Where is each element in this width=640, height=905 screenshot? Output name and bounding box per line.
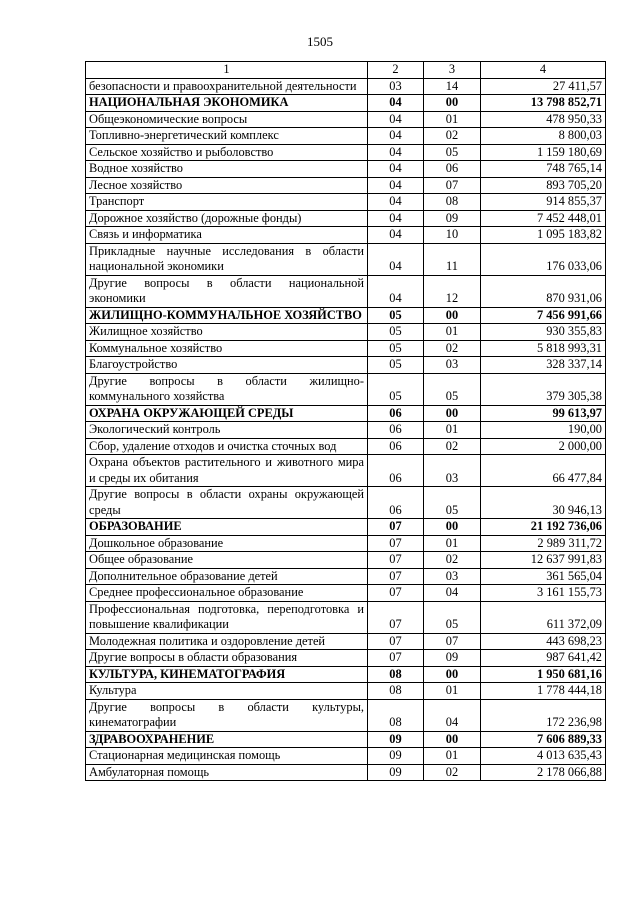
- row-subsection-code: 02: [424, 128, 481, 145]
- row-subsection-code: 03: [424, 568, 481, 585]
- row-subsection-code: 05: [424, 487, 481, 519]
- table-row: [86, 243, 606, 275]
- row-section-code: 04: [368, 243, 424, 275]
- row-name: Коммунальное хозяйство: [86, 340, 368, 357]
- table-row: [86, 405, 606, 422]
- row-amount: 611 372,09: [481, 601, 606, 633]
- row-section-code: 07: [368, 585, 424, 602]
- row-subsection-code: 03: [424, 357, 481, 374]
- row-amount: 99 613,97: [481, 405, 606, 422]
- table-row: [86, 144, 606, 161]
- row-name: Дополнительное образование детей: [86, 568, 368, 585]
- row-section-code: 08: [368, 699, 424, 731]
- row-subsection-code: 08: [424, 194, 481, 211]
- row-subsection-code: 04: [424, 699, 481, 731]
- row-amount: 987 641,42: [481, 650, 606, 667]
- row-amount: 4 013 635,43: [481, 748, 606, 765]
- table-row: [86, 95, 606, 112]
- row-subsection-code: 01: [424, 422, 481, 439]
- row-name: Благоустройство: [86, 357, 368, 374]
- header-col-1: 1: [86, 62, 368, 79]
- table-row: [86, 764, 606, 781]
- row-name: ОБРАЗОВАНИЕ: [86, 519, 368, 536]
- table-row: [86, 422, 606, 439]
- row-section-code: 07: [368, 650, 424, 667]
- header-col-4: 4: [481, 62, 606, 79]
- row-subsection-code: 00: [424, 307, 481, 324]
- row-subsection-code: 02: [424, 552, 481, 569]
- row-subsection-code: 00: [424, 666, 481, 683]
- row-subsection-code: 09: [424, 210, 481, 227]
- row-section-code: 09: [368, 748, 424, 765]
- row-subsection-code: 01: [424, 535, 481, 552]
- row-amount: 443 698,23: [481, 633, 606, 650]
- row-name: безопасности и правоохранительной деятельности: [86, 78, 368, 95]
- row-amount: 7 456 991,66: [481, 307, 606, 324]
- row-section-code: 05: [368, 357, 424, 374]
- table-row: [86, 438, 606, 455]
- row-amount: 7 452 448,01: [481, 210, 606, 227]
- row-subsection-code: 09: [424, 650, 481, 667]
- table-body: [86, 78, 606, 781]
- header-col-3: 3: [424, 62, 481, 79]
- row-section-code: 04: [368, 95, 424, 112]
- row-name: Профессиональная подготовка, переподготовка и повышение квалификации: [86, 601, 368, 633]
- row-name: КУЛЬТУРА, КИНЕМАТОГРАФИЯ: [86, 666, 368, 683]
- row-name: Охрана объектов растительного и животного мира и среды их обитания: [86, 455, 368, 487]
- row-amount: 2 000,00: [481, 438, 606, 455]
- row-section-code: 05: [368, 324, 424, 341]
- budget-table: [85, 61, 606, 781]
- row-section-code: 04: [368, 128, 424, 145]
- row-amount: 3 161 155,73: [481, 585, 606, 602]
- row-name: Общее образование: [86, 552, 368, 569]
- row-amount: 176 033,06: [481, 243, 606, 275]
- table-row: [86, 324, 606, 341]
- row-amount: 172 236,98: [481, 699, 606, 731]
- row-amount: 870 931,06: [481, 275, 606, 307]
- table-row: [86, 683, 606, 700]
- row-name: Стационарная медицинская помощь: [86, 748, 368, 765]
- row-amount: 21 192 736,06: [481, 519, 606, 536]
- table-row: [86, 194, 606, 211]
- table-row: [86, 210, 606, 227]
- row-subsection-code: 02: [424, 764, 481, 781]
- row-name: Амбулаторная помощь: [86, 764, 368, 781]
- row-subsection-code: 00: [424, 405, 481, 422]
- table-row: [86, 666, 606, 683]
- row-amount: 2 178 066,88: [481, 764, 606, 781]
- row-amount: 30 946,13: [481, 487, 606, 519]
- row-section-code: 07: [368, 519, 424, 536]
- row-section-code: 08: [368, 666, 424, 683]
- row-name: Экологический контроль: [86, 422, 368, 439]
- row-section-code: 07: [368, 633, 424, 650]
- row-name: Водное хозяйство: [86, 161, 368, 178]
- row-section-code: 06: [368, 438, 424, 455]
- row-subsection-code: 04: [424, 585, 481, 602]
- row-section-code: 05: [368, 307, 424, 324]
- row-section-code: 05: [368, 373, 424, 405]
- row-name: Другие вопросы в области национальной экономики: [86, 275, 368, 307]
- row-subsection-code: 01: [424, 111, 481, 128]
- row-section-code: 03: [368, 78, 424, 95]
- row-subsection-code: 06: [424, 161, 481, 178]
- row-name: Молодежная политика и оздоровление детей: [86, 633, 368, 650]
- row-subsection-code: 00: [424, 731, 481, 748]
- table-row: [86, 227, 606, 244]
- row-name: Сельское хозяйство и рыболовство: [86, 144, 368, 161]
- row-name: ОХРАНА ОКРУЖАЮЩЕЙ СРЕДЫ: [86, 405, 368, 422]
- row-amount: 361 565,04: [481, 568, 606, 585]
- row-subsection-code: 14: [424, 78, 481, 95]
- row-amount: 893 705,20: [481, 177, 606, 194]
- table-row: [86, 455, 606, 487]
- row-subsection-code: 00: [424, 519, 481, 536]
- row-amount: 1 159 180,69: [481, 144, 606, 161]
- row-amount: 1 950 681,16: [481, 666, 606, 683]
- row-subsection-code: 05: [424, 601, 481, 633]
- row-name: Связь и информатика: [86, 227, 368, 244]
- row-subsection-code: 05: [424, 144, 481, 161]
- row-section-code: 06: [368, 455, 424, 487]
- row-amount: 8 800,03: [481, 128, 606, 145]
- table-header-row: [86, 62, 606, 79]
- row-name: Жилищное хозяйство: [86, 324, 368, 341]
- row-section-code: 04: [368, 210, 424, 227]
- row-section-code: 07: [368, 568, 424, 585]
- row-name: ЗДРАВООХРАНЕНИЕ: [86, 731, 368, 748]
- row-name: Общеэкономические вопросы: [86, 111, 368, 128]
- row-subsection-code: 02: [424, 438, 481, 455]
- row-amount: 328 337,14: [481, 357, 606, 374]
- row-name: ЖИЛИЩНО-КОММУНАЛЬНОЕ ХОЗЯЙСТВО: [86, 307, 368, 324]
- row-amount: 12 637 991,83: [481, 552, 606, 569]
- table-row: [86, 552, 606, 569]
- row-section-code: 06: [368, 405, 424, 422]
- row-name: Дошкольное образование: [86, 535, 368, 552]
- row-name: Топливно-энергетический комплекс: [86, 128, 368, 145]
- table-row: [86, 519, 606, 536]
- table-row: [86, 585, 606, 602]
- row-section-code: 09: [368, 731, 424, 748]
- row-subsection-code: 05: [424, 373, 481, 405]
- table-row: [86, 731, 606, 748]
- row-amount: 1 095 183,82: [481, 227, 606, 244]
- row-section-code: 04: [368, 111, 424, 128]
- row-section-code: 04: [368, 177, 424, 194]
- row-section-code: 04: [368, 144, 424, 161]
- row-section-code: 05: [368, 340, 424, 357]
- table-row: [86, 340, 606, 357]
- row-amount: 1 778 444,18: [481, 683, 606, 700]
- row-subsection-code: 01: [424, 748, 481, 765]
- table-row: [86, 601, 606, 633]
- table-row: [86, 650, 606, 667]
- table-row: [86, 487, 606, 519]
- row-subsection-code: 07: [424, 633, 481, 650]
- row-subsection-code: 01: [424, 324, 481, 341]
- row-section-code: 07: [368, 601, 424, 633]
- row-subsection-code: 11: [424, 243, 481, 275]
- row-name: Среднее профессиональное образование: [86, 585, 368, 602]
- row-subsection-code: 03: [424, 455, 481, 487]
- row-section-code: 08: [368, 683, 424, 700]
- row-section-code: 06: [368, 487, 424, 519]
- row-subsection-code: 00: [424, 95, 481, 112]
- row-section-code: 04: [368, 161, 424, 178]
- row-subsection-code: 02: [424, 340, 481, 357]
- table-row: [86, 161, 606, 178]
- row-amount: 190,00: [481, 422, 606, 439]
- row-amount: 379 305,38: [481, 373, 606, 405]
- row-name: НАЦИОНАЛЬНАЯ ЭКОНОМИКА: [86, 95, 368, 112]
- row-subsection-code: 10: [424, 227, 481, 244]
- row-amount: 7 606 889,33: [481, 731, 606, 748]
- row-amount: 930 355,83: [481, 324, 606, 341]
- row-subsection-code: 07: [424, 177, 481, 194]
- row-name: Культура: [86, 683, 368, 700]
- row-amount: 5 818 993,31: [481, 340, 606, 357]
- table-row: [86, 535, 606, 552]
- table-row: [86, 633, 606, 650]
- row-name: Другие вопросы в области охраны окружающей среды: [86, 487, 368, 519]
- row-section-code: 07: [368, 535, 424, 552]
- row-amount: 914 855,37: [481, 194, 606, 211]
- table-row: [86, 128, 606, 145]
- row-name: Транспорт: [86, 194, 368, 211]
- row-amount: 27 411,57: [481, 78, 606, 95]
- header-col-2: 2: [368, 62, 424, 79]
- row-amount: 66 477,84: [481, 455, 606, 487]
- row-section-code: 04: [368, 227, 424, 244]
- row-amount: 13 798 852,71: [481, 95, 606, 112]
- table-row: [86, 568, 606, 585]
- row-section-code: 06: [368, 422, 424, 439]
- row-name: Другие вопросы в области жилищно-коммунального хозяйства: [86, 373, 368, 405]
- row-name: Другие вопросы в области образования: [86, 650, 368, 667]
- row-name: Дорожное хозяйство (дорожные фонды): [86, 210, 368, 227]
- table-row: [86, 275, 606, 307]
- row-name: Сбор, удаление отходов и очистка сточных вод: [86, 438, 368, 455]
- page-number: 1505: [307, 34, 333, 49]
- table-row: [86, 357, 606, 374]
- table-row: [86, 373, 606, 405]
- row-amount: 478 950,33: [481, 111, 606, 128]
- table-row: [86, 111, 606, 128]
- row-section-code: 04: [368, 194, 424, 211]
- row-name: Лесное хозяйство: [86, 177, 368, 194]
- row-amount: 748 765,14: [481, 161, 606, 178]
- row-subsection-code: 12: [424, 275, 481, 307]
- row-subsection-code: 01: [424, 683, 481, 700]
- row-section-code: 04: [368, 275, 424, 307]
- table-row: [86, 748, 606, 765]
- row-name: Прикладные научные исследования в области национальной экономики: [86, 243, 368, 275]
- row-name: Другие вопросы в области культуры, кинематографии: [86, 699, 368, 731]
- row-amount: 2 989 311,72: [481, 535, 606, 552]
- table-row: [86, 307, 606, 324]
- row-section-code: 09: [368, 764, 424, 781]
- row-section-code: 07: [368, 552, 424, 569]
- table-row: [86, 699, 606, 731]
- table-row: [86, 177, 606, 194]
- table-row: [86, 78, 606, 95]
